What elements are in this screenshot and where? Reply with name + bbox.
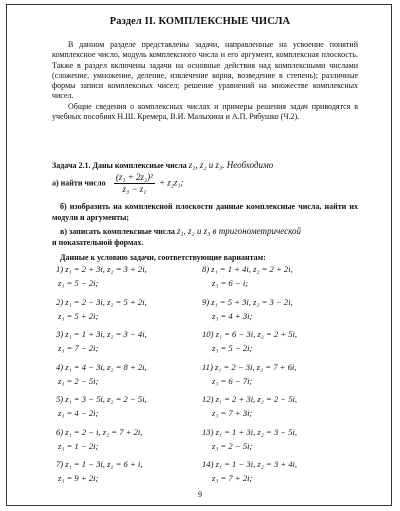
variant-3-line-2: z₃ = 7 − 2i; [58, 343, 99, 353]
variant-4-line-1: 4) z₁ = 4 − 3i, z₂ = 8 + 2i, [56, 361, 147, 372]
variant-12-line-2: z₃ = 7 + 3i; [212, 408, 253, 418]
task-heading-text: Задача 2.1. Даны комплексные числа [52, 161, 187, 170]
intro-paragraph-2: Общие сведения о комплексных числах и примеры решения задач приводятся в учебных пособиях Н.Ш. Кремера, В.И. Малыхина и А.П. Рябушко (Ч.2). [52, 101, 358, 122]
variant-9-line-2: z₃ = 4 + 3i; [212, 310, 253, 321]
variant-7-line-2: z₃ = 9 + 2i; [58, 473, 99, 483]
intro-paragraph-1: В данном разделе представлены задачи, направленные на усвоение понятий комплексное число, модуль комплексного числа и его аргумент, комплексная плоскость. Также в раздел включены задачи на основные действия над комплексными числами (сложение, умножение, деление, извлечение корня, возведение в степень); различные формы записи комплексных чисел; решение уравнений на множестве комплексных чисел. [52, 40, 358, 101]
variant-2-line-1: 2) z₁ = 2 − 3i, z₂ = 5 + 2i, [56, 296, 147, 307]
variant-5-line-1: 5) z₁ = 3 − 5i, z₂ = 2 − 5i, [56, 394, 147, 404]
item-b: б) изобразить на комплексной плоскости данные комплексные числа, найти их модули и аргументы; [52, 202, 358, 222]
variant-1-line-1: 1) z₁ = 2 + 3i, z₂ = 3 + 2i, [56, 264, 147, 274]
variant-5-line-2: z₃ = 4 − 2i; [58, 408, 99, 418]
item-c-vars: z₁, z₂ и z₃ в тригонометрической [176, 226, 301, 236]
variant-10-line-1: 10) z₁ = 6 − 3i, z₂ = 2 + 5i, [202, 329, 298, 339]
task-heading-vars: z₁, z₂ и z₃. Необходимо [188, 160, 274, 170]
item-a-fraction [114, 173, 155, 194]
variant-8-line-1: 8) z₁ = 1 + 4i, z₂ = 2 + 2i, [202, 264, 293, 274]
variant-11-line-2: z₃ = 6 − 7i; [212, 375, 253, 386]
variant-11-line-1: 11) z₁ = 2 − 3i, z₂ = 7 + 6i, [202, 361, 297, 372]
variant-1-line-2: z₃ = 5 − 2i; [58, 278, 99, 288]
variant-13-line-1: 13) z₁ = 1 + 3i, z₂ = 3 − 5i, [202, 426, 298, 437]
item-a-label: а) найти число [52, 178, 106, 188]
variants-heading: Данные к условию задачи, соответствующие вариантам: [60, 253, 266, 262]
variant-13-line-2: z₃ = 2 − 5i; [212, 440, 253, 451]
variant-6-line-1: 6) z₁ = 2 − i, z₂ = 7 + 2i, [56, 426, 143, 437]
variant-12-line-1: 12) z₁ = 2 + 3i, z₂ = 2 − 5i, [202, 394, 298, 404]
item-a [52, 173, 183, 194]
item-c-line-1 [60, 226, 301, 237]
item-c-line-2: и показательной формах. [52, 238, 144, 247]
variant-4-line-2: z₃ = 2 − 5i; [58, 375, 99, 386]
variant-10-line-2: z₃ = 5 − 2i; [212, 343, 253, 353]
variant-2-line-2: z₃ = 5 + 2i; [58, 310, 99, 321]
variant-14-line-1: 14) z₁ = 1 − 3i, z₂ = 3 + 4i, [202, 459, 298, 469]
variant-6-line-2: z₃ = 1 − 2i; [58, 440, 99, 451]
section-title: Раздел II. КОМПЛЕКСНЫЕ ЧИСЛА [109, 16, 291, 27]
variant-7-line-1: 7) z₁ = 1 − 3i, z₂ = 6 + i, [56, 459, 143, 469]
variant-14-line-2: z₃ = 7 + 2i; [212, 473, 253, 483]
task-heading [52, 160, 273, 171]
variant-3-line-1: 3) z₁ = 1 + 3i, z₂ = 3 − 4i, [56, 329, 147, 339]
page-number: 9 [198, 490, 202, 499]
item-a-denominator: z₃ − z₁ [122, 184, 147, 194]
variant-9-line-1: 9) z₁ = 5 + 3i, z₂ = 3 − 2i, [202, 296, 293, 307]
variant-8-line-2: z₃ = 6 − i; [212, 278, 249, 288]
item-a-tail: + z₂z₁; [158, 177, 184, 188]
item-c-text: в) записать комплексные числа [60, 227, 175, 236]
item-a-numerator: (z₁ + 2z₂)² [115, 172, 153, 182]
intro-text [52, 40, 358, 122]
